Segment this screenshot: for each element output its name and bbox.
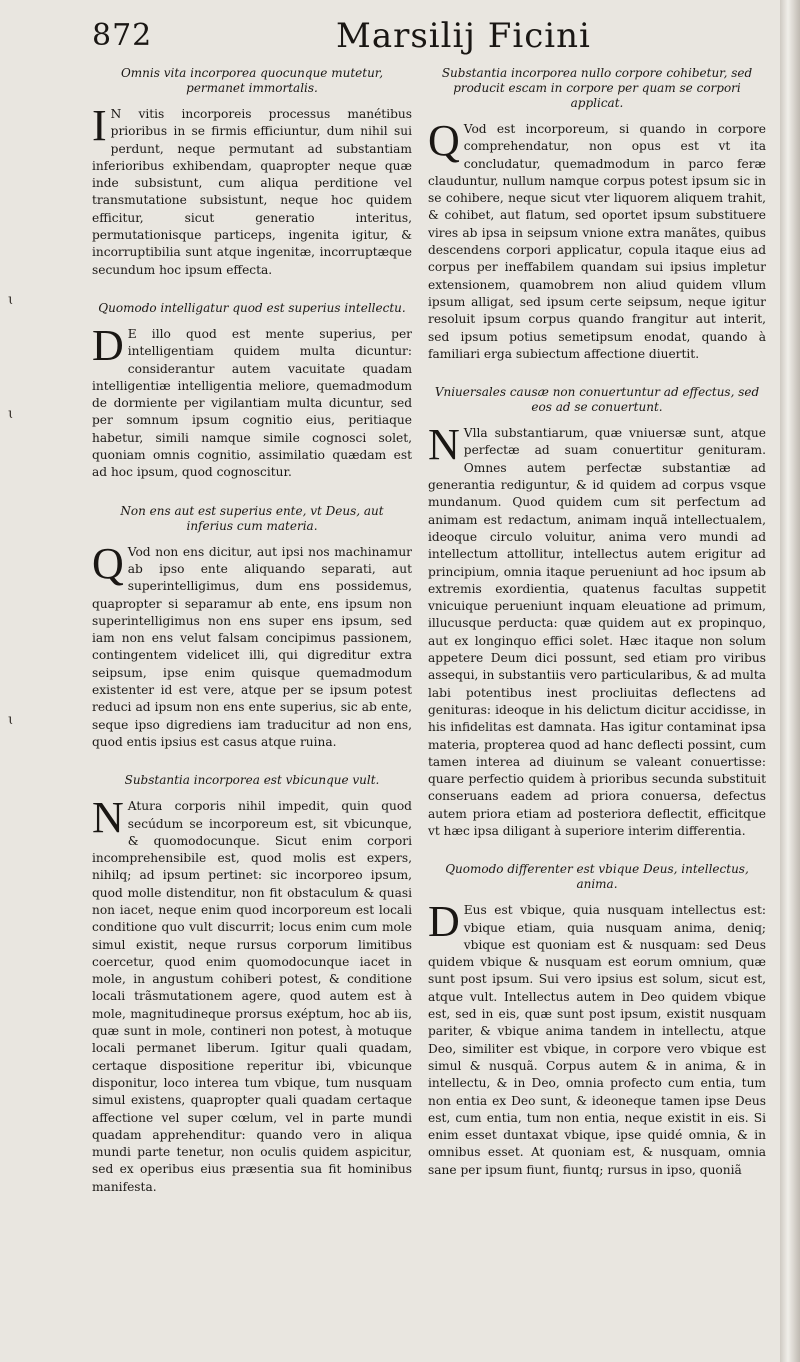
section-text	[92, 538, 412, 752]
running-title: Marsilij Ficini	[336, 16, 591, 56]
initial-letter: D	[92, 320, 124, 370]
page-header	[88, 16, 768, 64]
section-text	[428, 420, 766, 840]
section-substantia-nullo-corpore	[428, 66, 766, 363]
section-body: N vitis incorporeis processus manétibus prioribus in se firmis efficiuntur, dum nihil sui perdunt, neque permutant ad substantiam inferioribus exhibendam, quapropter neque quæ inde subsistunt, cum aliqua perditione vel transmutatione subsistunt, neque hoc quidem efficitur, sicut generatio interitus, permutationisque particeps, ingenita igitur, & incorruptibilia sunt atque ingenitæ, incorruptæque secundum hoc ipsum effecta.	[92, 107, 412, 277]
section-vniuersales-causae	[428, 385, 766, 840]
section-body: Vod non ens dicitur, aut ipsi nos machinamur ab ipso ente aliquando separati, aut superintelligimus, dum ens possidemus, quapropter si separamur ab ente, ens ipsum non superintelligimus non ens super ens ipsum, sed iam non ens velut falsam concipimus passionem, contingentem videlicet illi, qui digreditur extra seipsum, ipse enim quisque quemadmodum existenter id est vere, atque per se ipsum potest reduci ad ipsum non ens ente superius, sic ab ente, seque ipso digrediens iam traducitur ad non ens, quod entis ipsius est casus atque ruina.	[92, 544, 412, 749]
section-body: Eus est vbique, quia nusquam intellectus est: vbique etiam, quia nusquam anima, deniq; vbique est quoniam est & nusquam: sed Deus quidem vbique & nusquam est eorum omnium, quæ sunt post ipsum. Sui vero ipsius est solum, sicut est, atque vult. Intellectus autem in Deo quidem vbique est, sed in eis, quæ sunt post ipsum, existit nusquam pariter, & vbique anima tandem in intellectu, atque Deo, similiter est vbique, in corpore vero vbique est simul & nusquã. Corpus autem & in anima, & in intellectu, & in Deo, omnia profecto cum entia, tum non entia ex Deo sunt, & ideoneque tamen ipse Deus est, cum entia, tum non entia, neque existit in eis. Si enim esset duntaxat vbique, ipse quidé omnia, & in omnibus esset. At quoniam est, & nusquam, omnia sane per ipsum fiunt, fiuntq; rursus in ipso, quoniã	[428, 903, 766, 1177]
section-quomodo-differenter	[428, 862, 766, 1179]
section-body: E illo quod est mente superius, per intelligentiam quidem multa dicuntur: considerantur autem vacuitate quadam intelligentiæ intelligentia meliore, quemadmodum de dormiente per vigilantiam multa dicuntur, sed per somnum ipsum cognitio eius, peritiaque habetur, simili namque simile cognosci solet, quoniam omnis cognitio, assimilatio quædam est ad hoc ipsum, quod cognoscitur.	[92, 326, 412, 480]
initial-letter: N	[92, 793, 124, 843]
section-heading: Omnis vita incorporea quocunque mutetur, permanet immortalis.	[120, 66, 384, 95]
margin-mark: ɩ	[8, 406, 14, 422]
initial-letter: I	[92, 101, 107, 150]
right-column	[428, 66, 766, 1179]
section-body: Vlla substantiarum, quæ vniuersæ sunt, atque perfectæ ad suam conuertitur genituram. Omnes autem perfectæ substantiæ ad generantia rediguntur, & id quidem ad corpus vsque mundanum. Quod quidem cum sit perfectum ad animam est redactum, animam inquã intellectualem, ideoque circulo voluitur, anima vero mundi ad intellectum attollitur, intellectus autem erigitur ad principium, omnia itaque perueniunt ad hoc ipsum ab extremis exordientia, quatenus facultas suppetit vnicuique perueniunt inquam eleuatione ad primum, illucusque perducta: quæ quidem aut ex propinquo, aut ex longinquo effici solet. Hæc itaque non solum appetere Deum dici possunt, sed etiam pro viribus assequi, in substantiis vero particularibus, & ad multa labi potentibus inest procliuitas deflectens ad genituras: ideoque in his delictum dicitur accidisse, in his infidelitas est damnata. Has igitur contaminat ipsa materia, propterea quod ad hanc deflecti possint, cum tamen interea ad diuinum se valeant conuertisse: quare perfectio quidem à prioribus secunda substituit conseruans eadem ad priora conuersa, defectus autem priora etiam ad posteriora deflectit, efficitque vt hæc ipsa diligant à superiore interim differentia.	[428, 426, 766, 838]
section-omnis-vita	[92, 66, 412, 279]
margin-mark: ɩ	[8, 712, 14, 728]
page-number: 872	[92, 18, 153, 53]
section-text	[428, 116, 766, 363]
section-non-ens	[92, 504, 412, 752]
page-edge	[780, 0, 800, 1362]
left-column	[92, 66, 412, 1196]
section-text	[92, 793, 412, 1196]
section-text	[92, 101, 412, 279]
initial-letter: N	[428, 420, 460, 470]
section-text	[428, 897, 766, 1179]
margin-mark: ɩ	[8, 292, 14, 308]
section-heading: Quomodo differenter est vbique Deus, intellectus, anima.	[445, 862, 749, 892]
section-quomodo-intelligatur	[92, 301, 412, 482]
section-body: Atura corporis nihil impedit, quin quod secúdum se incorporeum est, sit vbicunque, & quomodocunque. Sicut enim corpori incomprehensibile est, quod molis est expers, nihilq; ad ipsum pertinet: sic incorporeo ipsum, quod molle distenditur, non fit obstaculum & quasi non iacet, neque enim quod incorporeum est locali conditione quo vult discurrit; locus enim cum mole simul existit, neque rursus corporum limitibus coercetur, quod enim quomodocunque iacet in mole, in angustum cohiberi potest, & conditione locali trãsmutationem agere, quod autem est à mole, magnitudineque prorsus exéptum, hoc ab iis, quæ sunt in mole, contineri non potest, à motuque locali permanet liberum. Igitur quali quadam, certaque dispositione reperitur ibi, vbicunque disponitur, loco interea tum vbique, tum nusquam simul existens, quapropter quali quadam certaque affectione vel super cœlum, vel in parte mundi quadam apprehenditur: quando vero in aliqua mundi parte tenetur, non oculis quidem aspicitur, sed ex operibus eius præsentia sua fit hominibus manifesta.	[92, 799, 412, 1194]
section-heading: Substantia incorporea est vbicunque vult.	[124, 773, 380, 788]
initial-letter: Q	[92, 538, 124, 588]
section-text	[92, 320, 412, 482]
section-heading: Quomodo intelligatur quod est superius intellectu.	[98, 300, 406, 315]
section-heading: Substantia incorporea nullo corpore cohibetur, sed producit escam in corpore per quam se corpori applicat.	[441, 66, 753, 110]
section-substantia-vbicunque	[92, 773, 412, 1196]
initial-letter: Q	[428, 116, 460, 165]
initial-letter: D	[428, 897, 460, 947]
section-heading: Vniuersales causæ non conuertuntur ad effectus, sed eos ad se conuertunt.	[434, 385, 760, 415]
section-heading: Non ens aut est superius ente, vt Deus, aut inferius cum materia.	[120, 503, 384, 533]
section-body: Vod est incorporeum, si quando in corpore comprehendatur, non opus est vt ita concludatur, quemadmodum in parco feræ clauduntur, nullum namque corpus potest ipsum sic in se cohibere, neque sicut vter liquorem aliquem trahit, & cohibet, aut flatum, sed oportet ipsum substituere vires ab ipsa in seipsum vnione extra manãtes, quibus descendens corpori applicatur, copula itaque eius ad corpus per ineffabilem quandam sui ipsius impletur extensionem, quamobrem non aliud quidem vllum ipsum alligat, sed ipsum certe seipsum, neque igitur resoluit ipsum corpus quando frangitur aut interit, sed ipsum potius semetipsum enodat, quando à familiari erga subiectum affectione diuertit.	[428, 122, 766, 361]
